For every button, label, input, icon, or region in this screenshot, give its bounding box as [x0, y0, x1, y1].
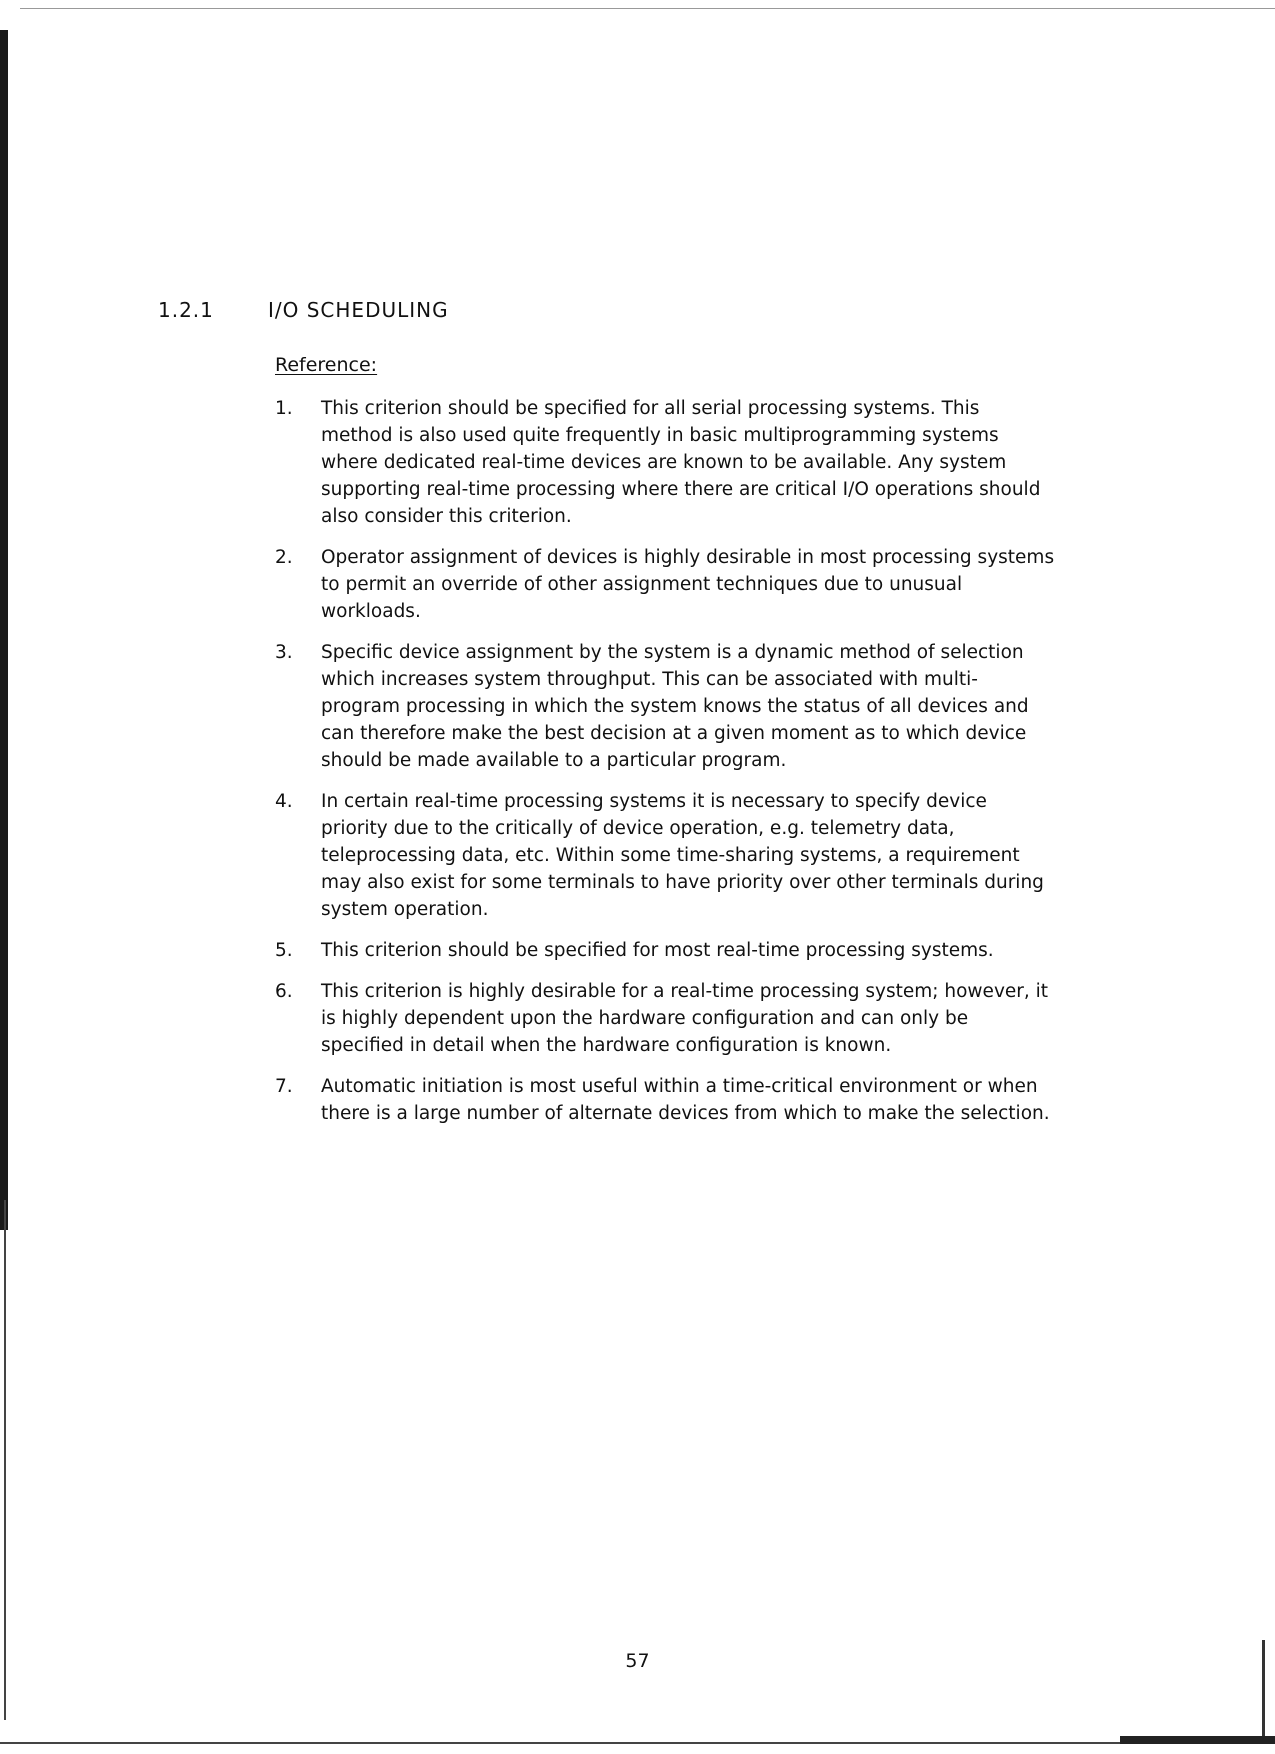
item-number: 1. — [275, 398, 293, 419]
item-text: Automatic initiation is most useful within a time-critical environment or when there is a large number of alternate devices from which to make the selection. — [321, 1076, 1050, 1124]
item-text: This criterion should be specified for most real-time processing systems. — [321, 940, 994, 961]
scan-top-edge — [20, 8, 1275, 9]
item-number: 3. — [275, 642, 293, 663]
list-item — [275, 978, 1055, 1059]
item-text: This criterion is highly desirable for a real-time processing system; however, it is highly dependent upon the hardware configuration and can only be specified in detail when the hardware configuration is known. — [321, 981, 1049, 1056]
section-number: 1.2.1 — [158, 298, 214, 322]
item-text: Specific device assignment by the system is a dynamic method of selection which increases system throughput. This can be associated with multi-program processing in which the system knows the status of all devices and can therefore make the best decision at a given moment as to which device should be made available to a particular program. — [321, 642, 1029, 771]
item-number: 2. — [275, 547, 293, 568]
list-item — [275, 639, 1055, 774]
section-heading — [158, 298, 449, 322]
scan-bottom-rule — [0, 1742, 1275, 1744]
list-item — [275, 937, 1055, 964]
list-item — [275, 788, 1055, 923]
scan-bottom-corner — [1120, 1736, 1275, 1744]
list-item — [275, 544, 1055, 625]
scan-left-edge — [0, 30, 8, 1230]
scan-left-edge-lower — [4, 1200, 6, 1720]
item-number: 7. — [275, 1076, 293, 1097]
page-number: 57 — [625, 1650, 650, 1672]
item-number: 5. — [275, 940, 293, 961]
list-item — [275, 1073, 1055, 1127]
section-title: I/O SCHEDULING — [268, 298, 449, 322]
reference-label: Reference: — [275, 354, 378, 376]
reference-list — [275, 395, 1055, 1141]
item-text: This criterion should be specified for all serial processing systems. This method is also used quite frequently in basic multiprogramming systems where dedicated real-time devices are known to be available. Any system supporting real-time processing where there are critical I/O operations should also consider this criterion. — [321, 398, 1041, 527]
item-text: In certain real-time processing systems it is necessary to specify device priority due to the critically of device operation, e.g. telemetry data, teleprocessing data, etc. Within some time-sharing systems, a requirement may also exist for some terminals to have priority over other terminals during system operation. — [321, 791, 1044, 920]
item-number: 6. — [275, 981, 293, 1002]
item-number: 4. — [275, 791, 293, 812]
item-text: Operator assignment of devices is highly desirable in most processing systems to permit an override of other assignment techniques due to unusual workloads. — [321, 547, 1055, 622]
list-item — [275, 395, 1055, 530]
